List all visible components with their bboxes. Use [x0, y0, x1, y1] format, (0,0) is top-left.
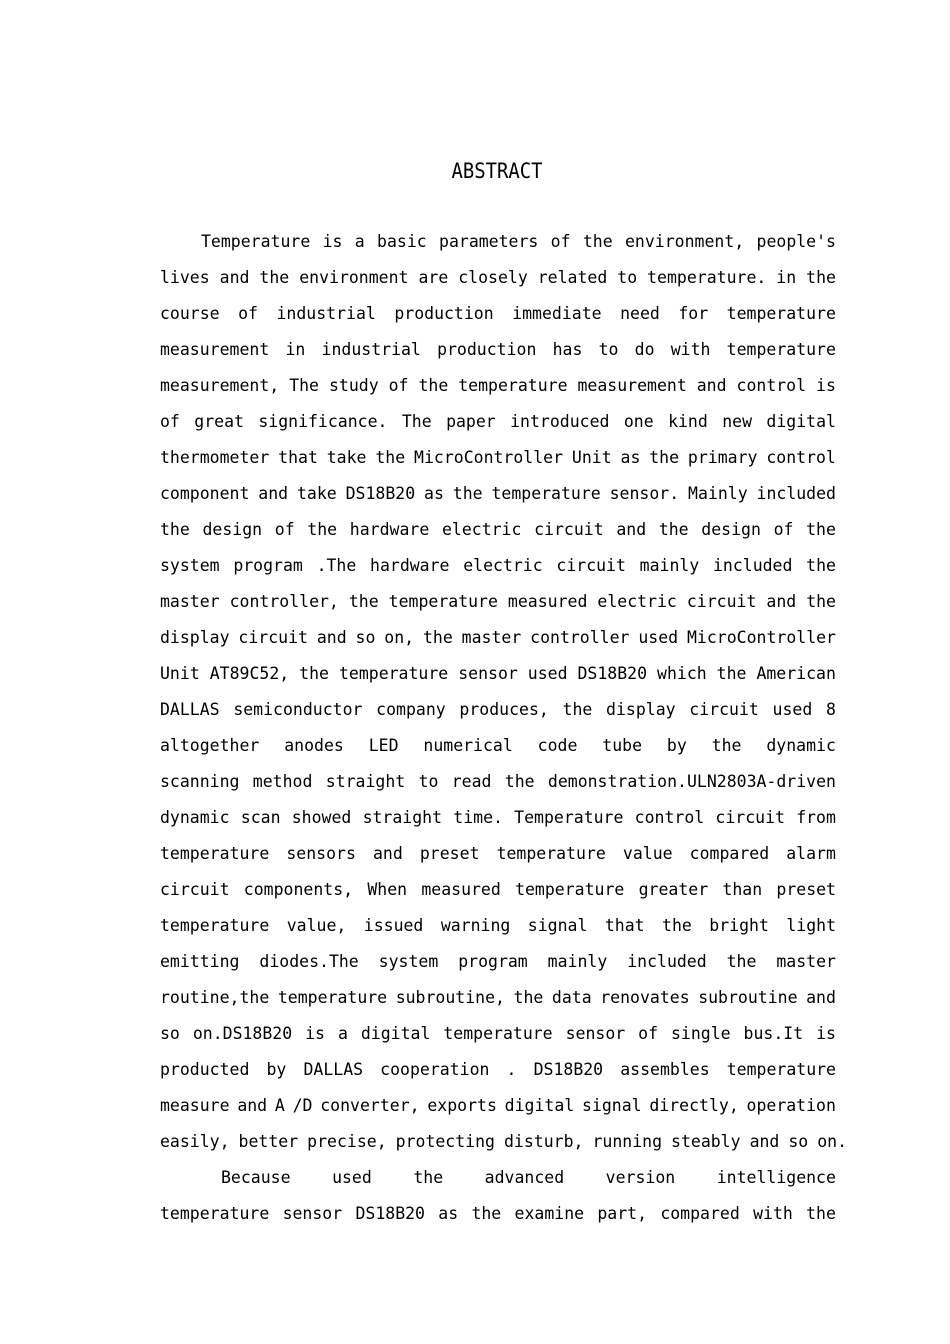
text-line: master controller, the temperature measured electric circuit and the [160, 592, 836, 611]
text-line: dynamic scan showed straight time. Temperature control circuit from [160, 808, 836, 827]
text-line: Temperature is a basic parameters of the environment, people's [201, 232, 836, 251]
text-line: temperature sensor DS18B20 as the examine part, compared with the [160, 1204, 836, 1223]
text-line: measurement in industrial production has to do with temperature [160, 340, 836, 359]
text-line: Unit AT89C52, the temperature sensor used DS18B20 which the American [160, 664, 836, 683]
text-line: so on.DS18B20 is a digital temperature sensor of single bus.It is [160, 1024, 836, 1043]
text-line: circuit components, When measured temperature greater than preset [160, 880, 836, 899]
text-line: measurement, The study of the temperature measurement and control is [160, 376, 836, 395]
text-line: of great significance. The paper introduced one kind new digital [160, 412, 836, 431]
text-line: temperature value, issued warning signal that the bright light [160, 916, 836, 935]
text-line: temperature sensors and preset temperature value compared alarm [160, 844, 836, 863]
abstract-title: ABSTRACT [451, 159, 543, 183]
text-line: component and take DS18B20 as the temperature sensor. Mainly included [160, 484, 836, 503]
text-line: Because used the advanced version intelligence [221, 1168, 836, 1187]
text-line: emitting diodes.The system program mainly included the master [160, 952, 836, 971]
text-line: display circuit and so on, the master controller used MicroController [160, 628, 836, 647]
text-line: scanning method straight to read the demonstration.ULN2803A-driven [160, 772, 836, 791]
text-line: thermometer that take the MicroController Unit as the primary control [160, 448, 836, 467]
text-line: producted by DALLAS cooperation . DS18B20 assembles temperature [160, 1060, 836, 1079]
text-line: system program .The hardware electric circuit mainly included the [160, 556, 836, 575]
text-line: measure and A /D converter, exports digital signal directly, operation [160, 1096, 836, 1115]
text-line: easily, better precise, protecting disturb, running steably and so on. [160, 1132, 848, 1151]
text-line: lives and the environment are closely related to temperature. in the [160, 268, 836, 287]
abstract-body [160, 224, 848, 1232]
text-line: DALLAS semiconductor company produces, the display circuit used 8 [160, 700, 836, 719]
text-line: routine,the temperature subroutine, the data renovates subroutine and [160, 988, 836, 1007]
text-line: the design of the hardware electric circuit and the design of the [160, 520, 836, 539]
text-line: altogether anodes LED numerical code tube by the dynamic [160, 736, 836, 755]
text-line: course of industrial production immediate need for temperature [160, 304, 836, 323]
